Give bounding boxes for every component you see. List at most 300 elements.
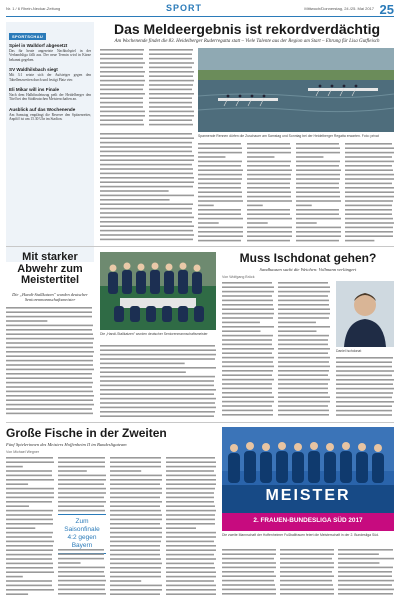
text-line: [336, 405, 392, 407]
text-line: [166, 527, 196, 529]
text-line: [166, 541, 214, 543]
text-line: [100, 208, 192, 210]
text-line: [100, 119, 143, 121]
text-line: [280, 549, 334, 551]
text-line: [222, 593, 276, 595]
text-line: [247, 183, 290, 185]
text-line: [6, 347, 93, 349]
portrait-photo: [336, 281, 394, 347]
text-line: [222, 282, 272, 284]
text-line: [198, 191, 242, 193]
text-line: [222, 366, 274, 368]
text-line: [58, 580, 106, 582]
text-line: [100, 89, 143, 91]
article-left-subhead: Die „Handi-Stallkatzen" wurden deutscher Seniorenmannschaftsmeister: [12, 292, 88, 302]
text-line: [6, 563, 53, 565]
text-line: [345, 196, 394, 198]
article-bottom-text: [58, 456, 106, 512]
text-line: [149, 80, 194, 82]
champions-photo-caption: Die zweite Mannschaft der Hoffenheimer Fußballfrauen feiert die Meisterschaft in der 2. Bundesliga Süd.: [222, 533, 379, 537]
text-line: [345, 235, 393, 237]
text-line: [6, 377, 92, 379]
text-line: [247, 147, 291, 149]
text-line: [58, 492, 106, 494]
text-line: [296, 183, 339, 185]
text-line: [6, 360, 93, 362]
text-line: [198, 227, 243, 229]
text-line: [6, 413, 93, 415]
brief-text: Nach dem Halbfinaleinzug peilt der Heidelberger den Titel bei den Süddeutschen Meisterschaften an.: [9, 93, 91, 102]
text-line: [166, 593, 216, 595]
text-line: [100, 106, 143, 108]
text-line: [166, 545, 216, 547]
text-line: [198, 165, 241, 167]
text-line: [198, 200, 243, 202]
text-line: [247, 231, 292, 233]
text-line: [6, 311, 92, 313]
text-line: [222, 410, 273, 412]
text-line: [198, 169, 243, 171]
text-lines: [100, 344, 216, 418]
text-line: [100, 151, 192, 153]
article-right-headline: Muss Ischdonat gehen?: [239, 251, 377, 265]
text-line: [100, 67, 143, 69]
text-line: [222, 357, 274, 359]
champions-banner-subtitle: 2. FRAUEN-BUNDESLIGA SÜD 2017: [253, 517, 363, 524]
text-line: [166, 501, 214, 503]
text-line: [345, 183, 392, 185]
text-line: [110, 514, 162, 516]
text-line: [110, 470, 141, 472]
text-line: [6, 527, 35, 529]
text-line: [336, 397, 392, 399]
text-line: [6, 386, 92, 388]
text-line: [198, 209, 241, 211]
champions-illustration: [222, 427, 394, 531]
text-line: [338, 549, 393, 551]
text-line: [6, 351, 94, 353]
article-right-subhead: Sandhausen sucht die Weichen: Vollmann verlängert: [259, 267, 357, 272]
text-line: [166, 514, 215, 516]
text-line: [222, 567, 276, 569]
team-photo: [100, 252, 216, 330]
text-line: [222, 414, 273, 416]
text-lines: [296, 142, 341, 242]
text-line: [100, 146, 192, 148]
champions-photo: [222, 427, 394, 531]
text-line: [6, 580, 52, 582]
text-line: [110, 585, 162, 587]
text-line: [6, 307, 92, 309]
text-line: [6, 488, 54, 490]
text-line: [166, 492, 214, 494]
text-line: [6, 395, 94, 397]
text-line: [100, 376, 215, 378]
text-lines: [280, 548, 334, 596]
text-line: [100, 371, 186, 373]
text-line: [58, 584, 105, 586]
text-line: [149, 53, 192, 55]
text-line: [278, 388, 328, 390]
sidebar-brief: [9, 67, 91, 82]
text-line: [278, 410, 329, 412]
text-line: [198, 205, 214, 207]
section-divider: [6, 422, 394, 423]
text-line: [100, 173, 193, 175]
text-lines: [338, 548, 394, 596]
text-lines: [222, 281, 274, 417]
text-line: [6, 505, 29, 507]
text-line: [222, 291, 274, 293]
text-line: [149, 93, 194, 95]
text-line: [336, 401, 394, 403]
text-line: [222, 392, 272, 394]
text-line: [280, 575, 334, 577]
text-line: [247, 200, 292, 202]
text-line: [345, 222, 394, 224]
text-line: [198, 218, 243, 220]
text-line: [338, 562, 379, 564]
lead-text-column: [345, 142, 394, 242]
text-line: [198, 174, 242, 176]
sidebar-brief: [9, 87, 91, 102]
text-line: [6, 589, 54, 591]
text-line: [345, 187, 394, 189]
text-line: [58, 589, 105, 591]
text-line: [6, 510, 53, 512]
text-line: [280, 567, 334, 569]
text-line: [6, 333, 93, 335]
text-line: [58, 470, 87, 472]
page-header: [6, 3, 394, 17]
text-line: [278, 286, 330, 288]
text-line: [100, 402, 215, 404]
text-line: [149, 49, 193, 51]
text-line: [345, 178, 394, 180]
article-right-text: [278, 281, 330, 417]
header-date: Mittwoch/Donnerstag, 24./25. Mai 2017: [304, 6, 374, 11]
text-line: [166, 532, 216, 534]
sidebar-brief: [9, 43, 91, 62]
text-line: [166, 475, 216, 477]
lead-headline: Das Meldeergebnis ist rekordverdächtig: [113, 21, 381, 37]
text-line: [222, 317, 273, 319]
text-lines: [6, 306, 94, 418]
text-line: [110, 523, 160, 525]
text-line: [58, 575, 105, 577]
text-line: [166, 536, 216, 538]
text-line: [247, 218, 292, 220]
text-line: [6, 558, 52, 560]
text-line: [100, 159, 194, 161]
text-line: [58, 593, 106, 595]
text-line: [166, 519, 215, 521]
article-left-text: [6, 306, 94, 418]
article-right-text: [336, 356, 394, 418]
text-line: [100, 93, 145, 95]
text-line: [247, 152, 291, 154]
text-line: [6, 457, 53, 459]
text-line: [247, 165, 290, 167]
text-line: [296, 165, 339, 167]
text-lines: [58, 456, 106, 512]
lead-text-column: [149, 48, 194, 128]
text-line: [278, 308, 330, 310]
text-line: [345, 209, 392, 211]
text-line: [110, 510, 161, 512]
text-line: [198, 183, 241, 185]
text-line: [222, 304, 273, 306]
text-line: [222, 584, 275, 586]
text-line: [100, 234, 194, 236]
text-line: [222, 348, 274, 350]
text-line: [58, 553, 104, 555]
text-line: [278, 295, 328, 297]
text-line: [100, 345, 215, 347]
text-line: [100, 102, 143, 104]
regatta-photo: [198, 48, 394, 132]
article-bottom-headline: Große Fische in der Zweiten: [6, 426, 167, 440]
text-line: [247, 240, 290, 242]
text-line: [278, 357, 330, 359]
text-line: [6, 382, 93, 384]
brief-text: Das für heute angesetzte Nachholspiel in der Verbandsliga fällt aus. Der neue Termin wird in Kürze bekannt gegeben.: [9, 49, 91, 62]
text-line: [247, 227, 292, 229]
text-line: [6, 338, 94, 340]
text-line: [222, 286, 274, 288]
text-line: [338, 593, 393, 595]
text-line: [100, 190, 169, 192]
text-line: [110, 593, 160, 595]
text-lines: [278, 281, 330, 417]
text-line: [278, 383, 328, 385]
text-line: [278, 370, 329, 372]
text-line: [222, 388, 272, 390]
text-line: [110, 483, 160, 485]
text-line: [247, 174, 291, 176]
text-line: [278, 361, 329, 363]
text-line: [6, 329, 92, 331]
text-line: [247, 196, 291, 198]
text-line: [166, 479, 216, 481]
text-line: [345, 156, 392, 158]
text-line: [198, 240, 241, 242]
text-line: [166, 523, 215, 525]
text-line: [149, 106, 192, 108]
text-line: [100, 164, 192, 166]
text-line: [149, 67, 192, 69]
text-line: [110, 488, 162, 490]
portrait-caption: Daniel Ischdonat: [336, 349, 362, 353]
text-line: [278, 322, 316, 324]
text-line: [58, 483, 104, 485]
text-line: [278, 396, 330, 398]
text-line: [6, 369, 94, 371]
text-line: [166, 510, 216, 512]
brief-text: Am Samstag empfängt die Reserve den Spitzenreiter, Anpfiff ist um 15.30 Uhr im Stadion.: [9, 112, 91, 122]
text-line: [110, 497, 160, 499]
text-line: [100, 349, 216, 351]
text-lines: [345, 142, 394, 242]
text-line: [338, 558, 394, 560]
text-line: [166, 457, 215, 459]
text-line: [166, 461, 216, 463]
text-line: [100, 363, 185, 365]
text-line: [345, 143, 392, 145]
text-line: [6, 391, 93, 393]
text-line: [296, 240, 339, 242]
text-lines: [166, 456, 216, 596]
text-line: [6, 567, 53, 569]
text-line: [296, 235, 341, 237]
text-line: [100, 142, 192, 144]
regatta-photo-caption: Spannende Rennen dürfen die Zuschauer am Samstag und Sonntag bei der Heidelberger Regatta erwarten. Foto: privat: [198, 134, 379, 138]
text-line: [6, 554, 52, 556]
text-line: [280, 589, 334, 591]
text-line: [166, 571, 216, 573]
text-line: [6, 532, 53, 534]
brief-text: Mit 3:1 setzte sich der Aufsteiger gegen den Tabellenzweiten durch und festigt Platz vier.: [9, 73, 91, 82]
text-line: [247, 178, 291, 180]
brief-title: Spiel in Walldorf abgesetzt: [9, 43, 68, 48]
text-line: [278, 392, 328, 394]
text-line: [166, 483, 216, 485]
text-line: [149, 58, 192, 60]
text-line: [198, 222, 219, 224]
text-line: [222, 379, 274, 381]
text-line: [296, 174, 340, 176]
article-left-text: [100, 344, 216, 418]
text-line: [100, 415, 214, 417]
page-number: 25: [379, 2, 394, 17]
text-line: [110, 545, 160, 547]
text-line: [296, 196, 340, 198]
article-bottom-text: [58, 548, 106, 596]
text-line: [100, 367, 216, 369]
text-line: [336, 392, 393, 394]
text-line: [58, 479, 106, 481]
text-line: [6, 404, 94, 406]
text-line: [198, 156, 225, 158]
text-line: [58, 558, 104, 560]
sidebar-brief: [9, 107, 91, 122]
champions-banner-title: MEISTER: [265, 487, 351, 504]
text-line: [100, 58, 143, 60]
text-line: [222, 361, 273, 363]
text-line: [100, 111, 145, 113]
text-lines: [100, 132, 194, 242]
text-line: [110, 519, 162, 521]
text-line: [100, 115, 145, 117]
text-line: [296, 213, 339, 215]
text-line: [100, 398, 216, 400]
text-line: [336, 375, 392, 377]
text-line: [100, 177, 194, 179]
text-line: [222, 322, 260, 324]
text-line: [6, 399, 93, 401]
text-line: [222, 313, 274, 315]
text-line: [58, 457, 105, 459]
text-line: [149, 115, 194, 117]
text-line: [100, 155, 194, 157]
text-line: [222, 308, 274, 310]
text-line: [247, 143, 290, 145]
text-line: [110, 580, 141, 582]
text-line: [110, 457, 161, 459]
text-line: [198, 152, 242, 154]
article-bottom-text: [280, 548, 334, 596]
text-line: [6, 497, 54, 499]
text-lines: [149, 48, 194, 128]
text-line: [100, 133, 192, 135]
text-line: [100, 407, 216, 409]
text-line: [198, 187, 241, 189]
text-line: [149, 71, 194, 73]
text-line: [100, 385, 214, 387]
text-line: [338, 567, 393, 569]
text-line: [6, 320, 47, 322]
text-line: [296, 200, 341, 202]
text-line: [166, 497, 214, 499]
text-line: [345, 147, 394, 149]
text-line: [58, 461, 105, 463]
text-line: [100, 62, 145, 64]
text-line: [198, 196, 242, 198]
sidebar-briefs: [6, 22, 94, 262]
text-line: [149, 111, 194, 113]
text-line: [296, 227, 341, 229]
text-line: [336, 383, 393, 385]
text-line: [198, 161, 242, 163]
text-line: [100, 221, 192, 223]
text-line: [278, 379, 330, 381]
text-line: [166, 580, 214, 582]
text-line: [278, 344, 328, 346]
article-bottom-text: [6, 456, 54, 596]
text-line: [166, 558, 216, 560]
text-line: [222, 330, 260, 332]
text-line: [247, 222, 268, 224]
text-lines: [110, 456, 162, 596]
text-line: [296, 191, 340, 193]
text-line: [336, 370, 394, 372]
team-photo-caption: Die „Handi-Stallkatzen" wurden deutscher Seniorenmannschaftsmeister: [100, 332, 208, 336]
text-line: [280, 558, 332, 560]
text-line: [222, 558, 274, 560]
text-line: [100, 75, 144, 77]
text-lines: [6, 456, 54, 596]
brief-title: Ausblick auf das Wochenende: [9, 106, 76, 112]
pull-quote: Zum Saisonfinale 4:2 gegen Bayern: [58, 514, 106, 554]
text-line: [166, 549, 216, 551]
text-line: [278, 282, 328, 284]
text-line: [278, 366, 330, 368]
text-line: [166, 466, 216, 468]
text-line: [338, 553, 379, 555]
text-line: [166, 554, 214, 556]
text-line: [6, 342, 93, 344]
text-line: [6, 585, 52, 587]
brief-title: SV Waldhilsbach siegt: [9, 67, 58, 73]
text-line: [198, 231, 243, 233]
text-line: [58, 505, 104, 507]
text-line: [296, 156, 323, 158]
text-line: [100, 203, 193, 205]
text-line: [247, 161, 291, 163]
text-line: [58, 567, 105, 569]
text-line: [336, 361, 392, 363]
text-line: [100, 239, 193, 241]
